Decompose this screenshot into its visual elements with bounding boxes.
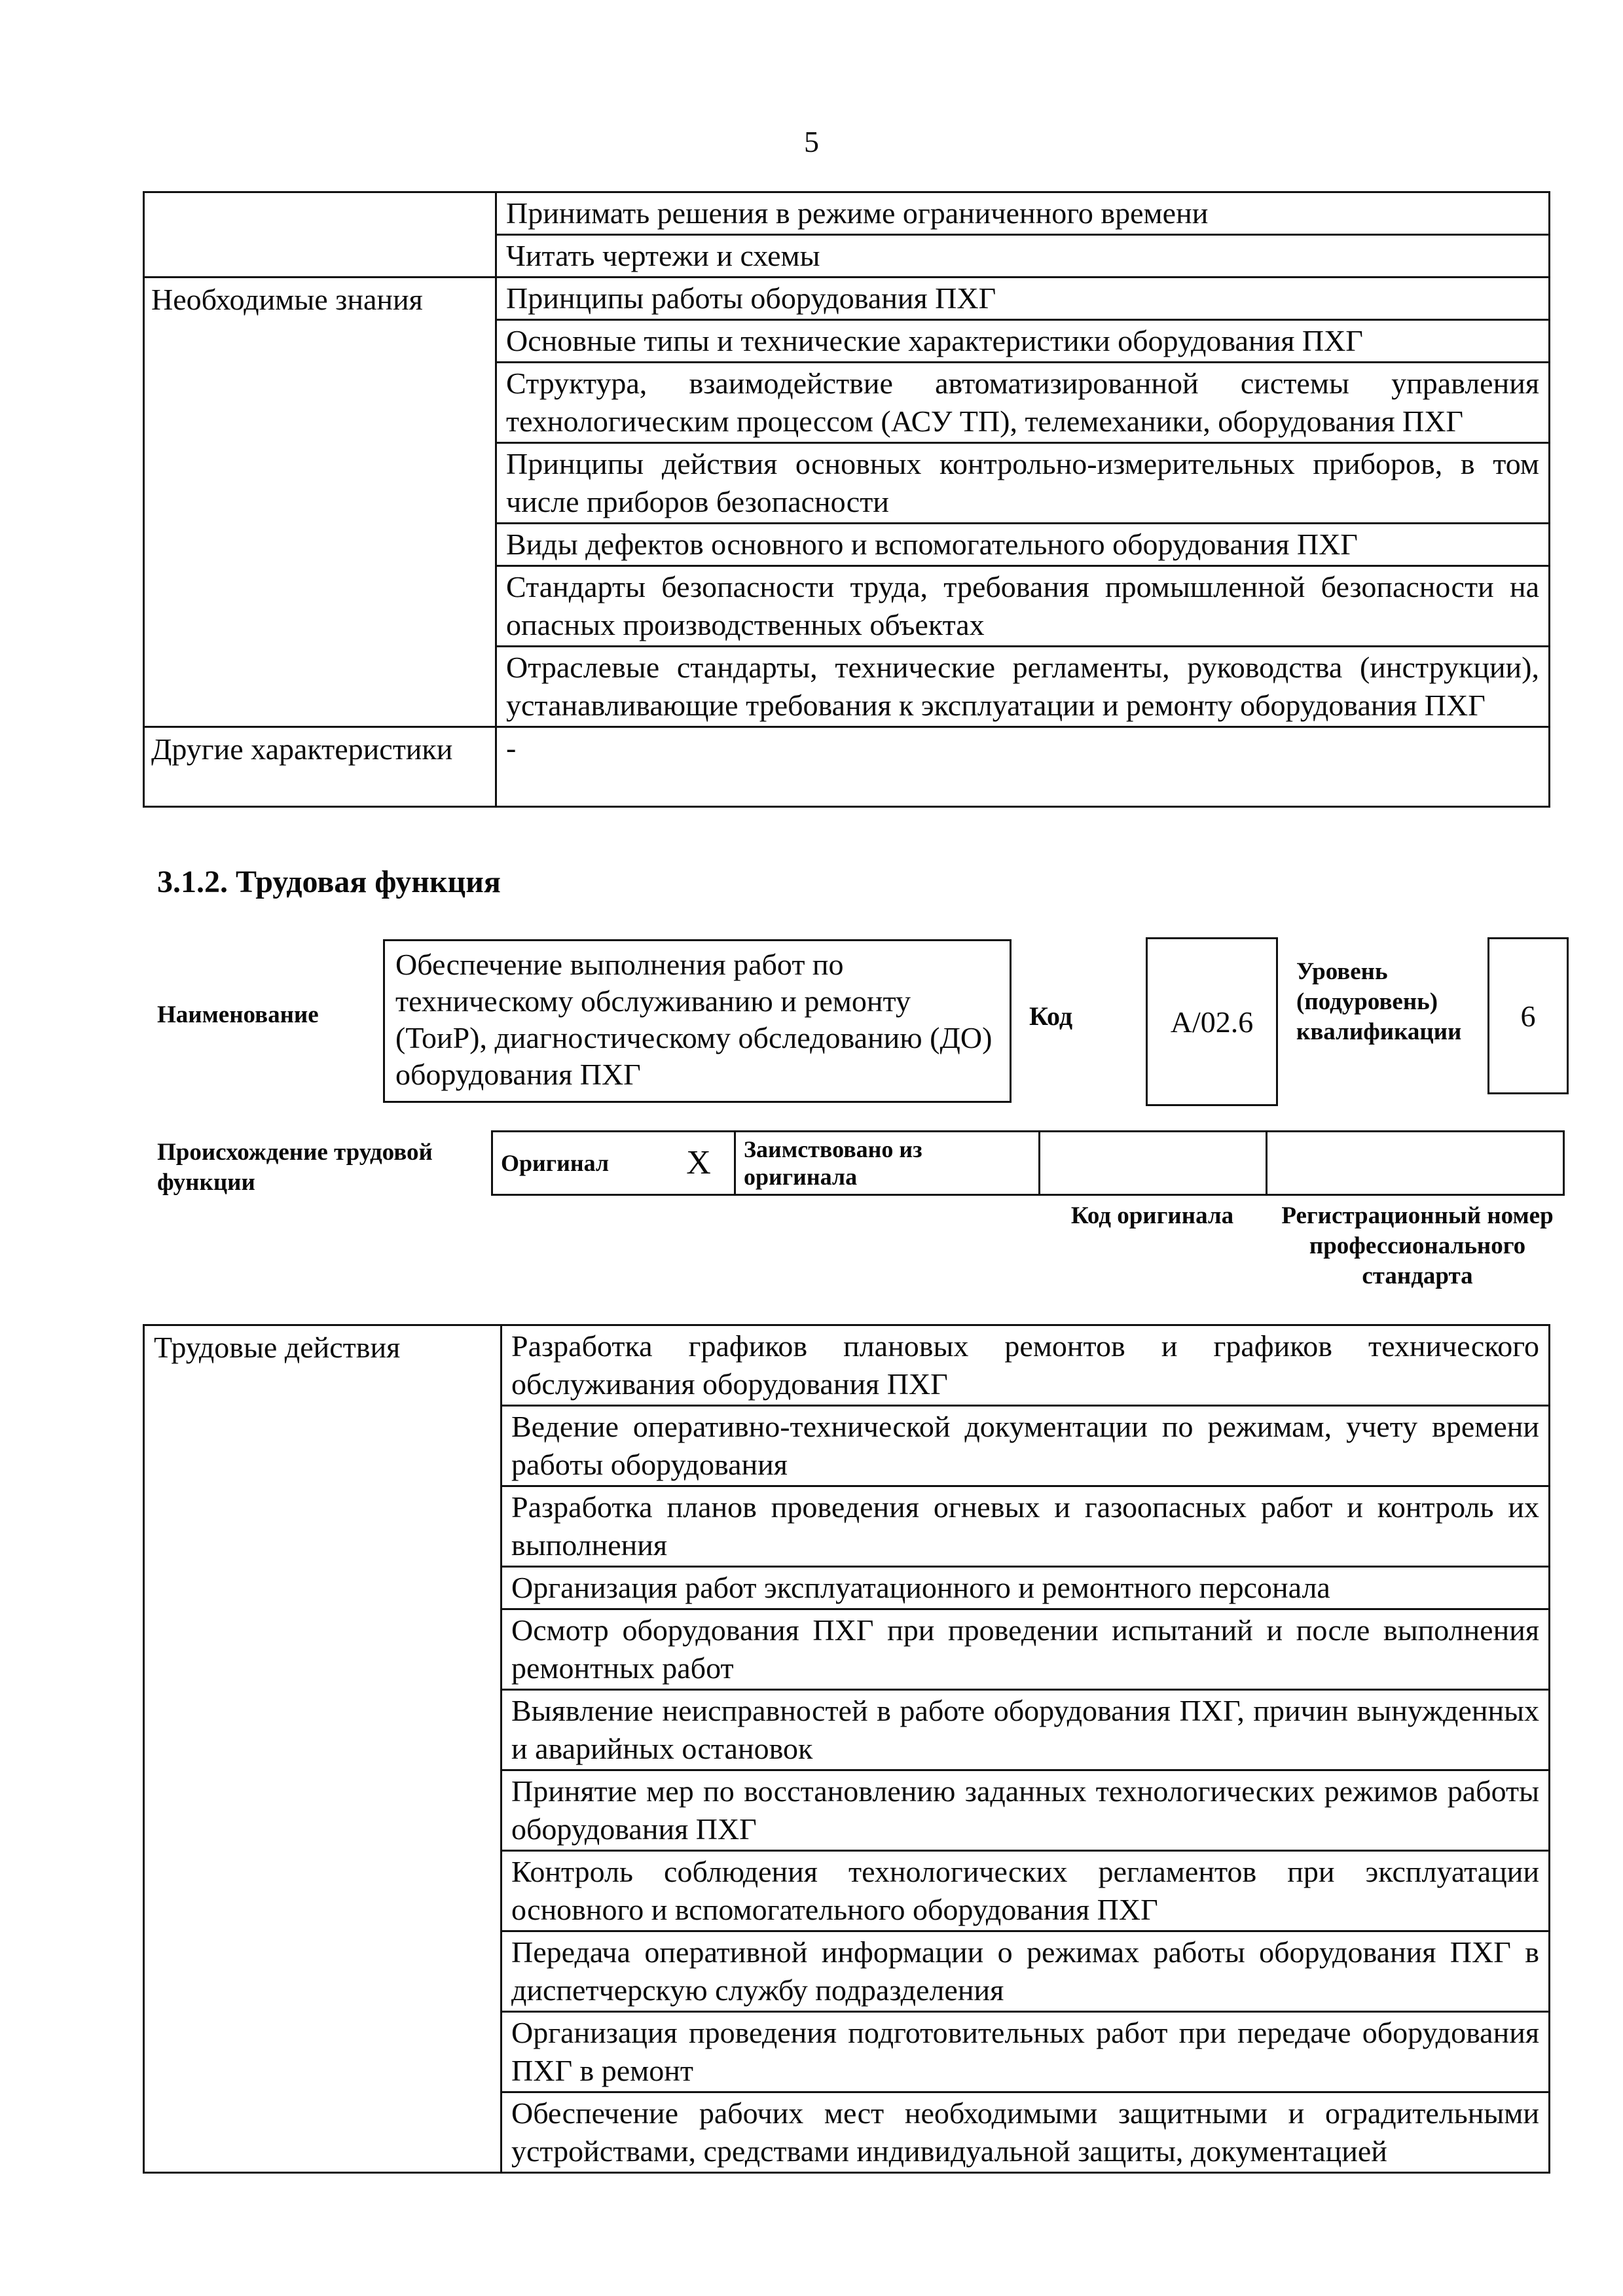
code-value-box: А/02.6 [1146, 937, 1278, 1106]
table-cell: Отраслевые стандарты, технические регламенты, руководства (инструкции), устанавливающие требования к эксплуатации и ремонту оборудования ПХГ [496, 647, 1550, 727]
table-cell: Передача оперативной информации о режимах работы оборудования ПХГ в диспетчерскую службу подразделения [501, 1931, 1550, 2012]
table-cell: Принятие мер по восстановлению заданных технологических режимов работы оборудования ПХГ [501, 1770, 1550, 1851]
table-cell: - [496, 727, 1550, 807]
table-cell: Читать чертежи и схемы [496, 235, 1550, 278]
name-label: Наименование [157, 1001, 319, 1028]
code-original-cell [1040, 1132, 1267, 1195]
page-number: 5 [804, 125, 819, 158]
table-cell: Основные типы и технические характеристики оборудования ПХГ [496, 320, 1550, 363]
original-mark: X [663, 1132, 735, 1195]
table-row [144, 278, 1550, 320]
level-label: Уровень (подуровень) квалификации [1296, 958, 1462, 1045]
name-value-box: Обеспечение выполнения работ по техническому обслуживанию и ремонту (ТоиР), диагностическому обследованию (ДО) оборудования ПХГ [383, 939, 1012, 1103]
original-label: Оригинал [492, 1132, 664, 1195]
table-cell: Стандарты безопасности труда, требования промышленной безопасности на опасных производственных объектах [496, 566, 1550, 647]
table-cell: Ведение оперативно-технической документации по режимам, учету времени работы оборудования [501, 1406, 1550, 1486]
row-label [144, 192, 496, 278]
table-cell: Разработка планов проведения огневых и газоопасных работ и контроль их выполнения [501, 1486, 1550, 1567]
table-cell: Принципы работы оборудования ПХГ [496, 278, 1550, 320]
table-cell: Обеспечение рабочих мест необходимыми защитными и оградительными устройствами, средствами индивидуальной защиты, документацией [501, 2092, 1550, 2173]
reg-number-cell [1267, 1132, 1564, 1195]
origin-table [491, 1130, 1565, 1196]
table-cell: Организация проведения подготовительных работ при передаче оборудования ПХГ в ремонт [501, 2012, 1550, 2092]
table-cell: Осмотр оборудования ПХГ при проведении испытаний и после выполнения ремонтных работ [501, 1609, 1550, 1690]
table-row [144, 192, 1550, 235]
table-cell: Принимать решения в режиме ограниченного времени [496, 192, 1550, 235]
table-cell: Контроль соблюдения технологических регламентов при эксплуатации основного и вспомогательного оборудования ПХГ [501, 1851, 1550, 1931]
row-label-other: Другие характеристики [144, 727, 496, 807]
row-label-knowledge: Необходимые знания [144, 278, 496, 727]
table-cell: Принципы действия основных контрольно-измерительных приборов, в том числе приборов безопасности [496, 443, 1550, 524]
labor-actions-table [143, 1324, 1550, 2174]
section-title: 3.1.2. Трудовая функция [157, 865, 501, 899]
table-row [492, 1132, 1564, 1195]
code-original-caption: Код оригинала [1070, 1202, 1234, 1229]
table-cell: Разработка графиков плановых ремонтов и графиков технического обслуживания оборудования ПХГ [501, 1325, 1550, 1406]
table-cell: Виды дефектов основного и вспомогательного оборудования ПХГ [496, 524, 1550, 566]
borrowed-label: Заимствовано из оригинала [735, 1132, 1040, 1195]
origin-label: Происхождение трудовой функции [157, 1139, 433, 1196]
table-cell: Выявление неисправностей в работе оборудования ПХГ, причин вынужденных и аварийных остановок [501, 1690, 1550, 1770]
reg-number-caption: Регистрационный номер профессионального стандарта [1281, 1202, 1554, 1289]
table-row [144, 727, 1550, 807]
table-cell: Структура, взаимодействие автоматизированной системы управления технологическим процессом (АСУ ТП), телемеханики, оборудования ПХГ [496, 363, 1550, 443]
table-cell: Организация работ эксплуатационного и ремонтного персонала [501, 1567, 1550, 1609]
skills-knowledge-table [143, 191, 1550, 808]
table-row [144, 1325, 1550, 1406]
row-label-actions: Трудовые действия [144, 1325, 501, 2173]
code-label: Код [1029, 1001, 1073, 1031]
level-value-box: 6 [1487, 937, 1569, 1094]
